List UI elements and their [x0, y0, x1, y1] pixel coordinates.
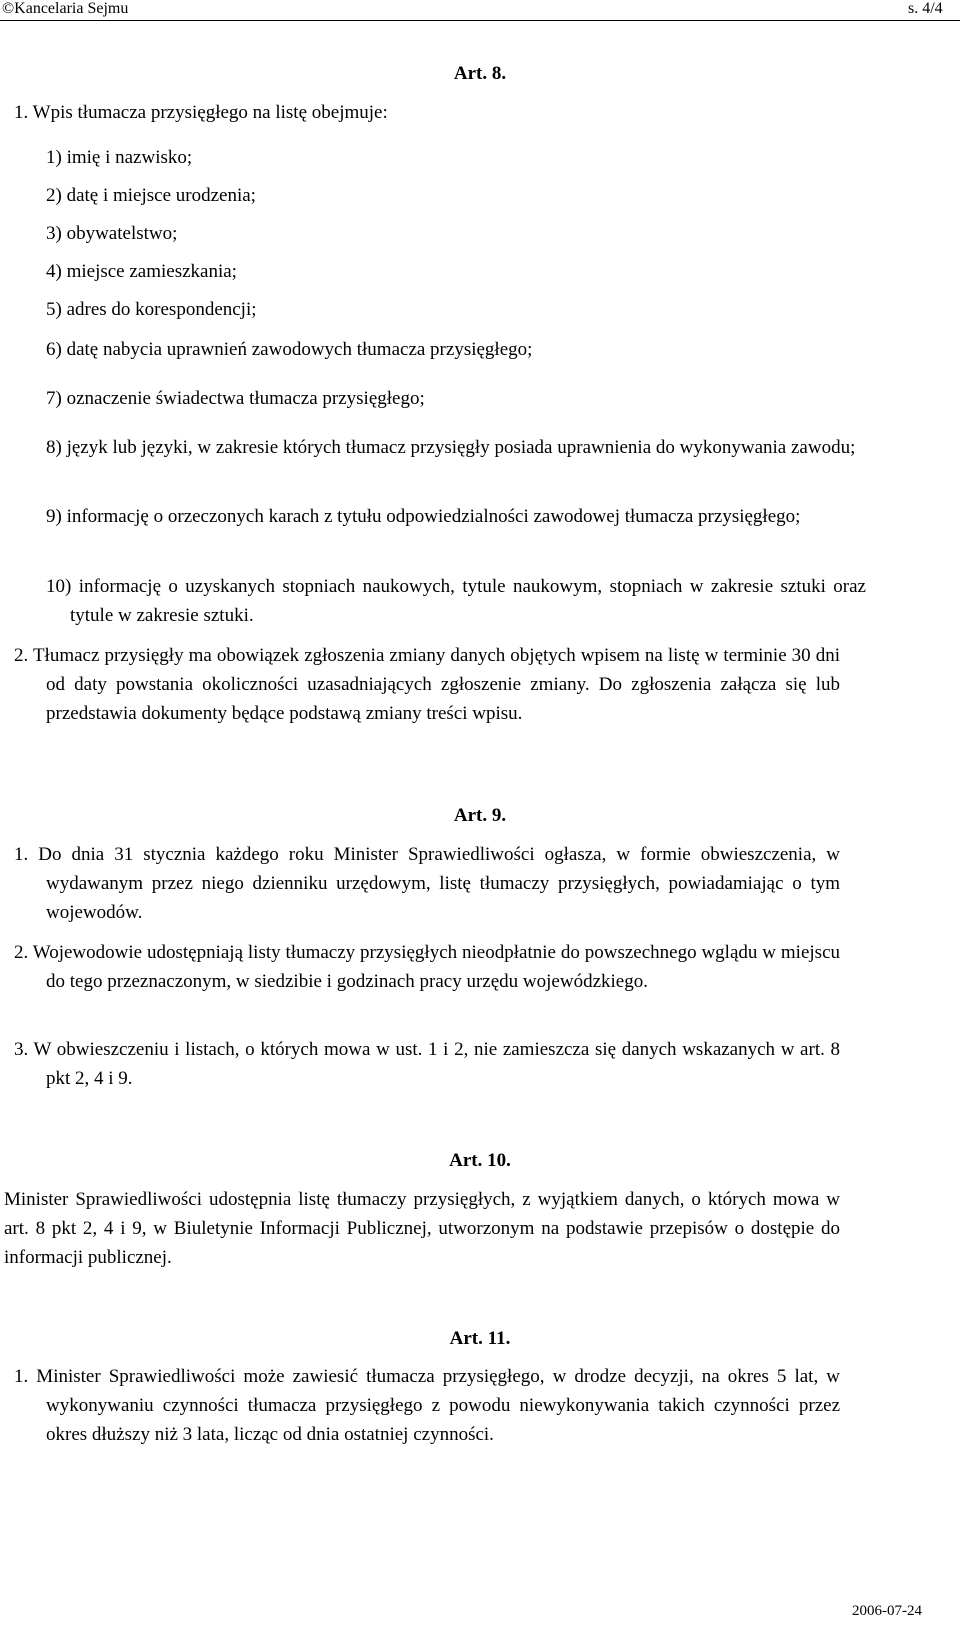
list-item: 3) obywatelstwo; — [46, 223, 178, 244]
art-8-paragraph-1 — [14, 98, 854, 127]
art-8-paragraph-2: 2. Tłumacz przysięgły ma obowiązek zgłoszenia zmiany danych objętych wpisem na listę w terminie 30 dni od daty powstania okoliczności uzasadniających zgłoszenie zmiany. Do zgłoszenia załącza się lub przedstawia dokumenty będące podstawą zmiany treści wpisu. — [14, 645, 840, 724]
list-item: 5) adres do korespondencji; — [46, 299, 257, 320]
list-item: 8) język lub języki, w zakresie których tłumacz przysięgły posiada uprawnienia do wykonywania zawodu; — [46, 437, 856, 458]
art-9-heading: Art. 9. — [453, 805, 507, 826]
list-item: 10) informację o uzyskanych stopniach naukowych, tytule naukowym, stopniach w zakresie sztuki oraz tytule w zakresie sztuki. — [46, 576, 866, 626]
list-item: 9) informację o orzeczonych karach z tytułu odpowiedzialności zawodowej tłumacza przysięgłego; — [46, 506, 801, 527]
header-divider — [0, 20, 960, 21]
art-9-paragraph-2: 2. Wojewodowie udostępniają listy tłumaczy przysięgłych nieodpłatnie do powszechnego wglądu w miejscu do tego przeznaczonym, w siedzibie i godzinach pracy urzędu wojewódzkiego. — [14, 942, 840, 992]
page-number: s. 4/4 — [908, 0, 943, 17]
art-9-paragraph-3: 3. W obwieszczeniu i listach, o których mowa w ust. 1 i 2, nie zamieszcza się danych wskazanych w art. 8 pkt 2, 4 i 9. — [14, 1039, 840, 1089]
art-9-paragraph-1: 1. Do dnia 31 stycznia każdego roku Minister Sprawiedliwości ogłasza, w formie obwieszczenia, w wydawanym przez niego dzienniku urzędowym, listę tłumaczy przysięgłych, powiadamiając o tym wojewodów. — [14, 844, 840, 923]
art-8-heading: Art. 8. — [453, 63, 507, 84]
list-item: 6) datę nabycia uprawnień zawodowych tłumacza przysięgłego; — [46, 339, 533, 360]
art-11-heading: Art. 11. — [449, 1328, 511, 1349]
list-item: 4) miejsce zamieszkania; — [46, 261, 237, 282]
document-date: 2006-07-24 — [852, 1603, 922, 1619]
list-item: 7) oznaczenie świadectwa tłumacza przysięgłego; — [46, 388, 425, 409]
list-item: 2) datę i miejsce urodzenia; — [46, 185, 256, 206]
list-item: 1) imię i nazwisko; — [46, 147, 193, 168]
page-header-left: ©Kancelaria Sejmu — [2, 0, 129, 17]
art-8-paragraph-1-text: Wpis tłumacza przysięgłego na listę obejmuje: — [32, 102, 388, 123]
art-11-paragraph-1: 1. Minister Sprawiedliwości może zawiesić tłumacza przysięgłego, w drodze decyzji, na okres 5 lat, w wykonywaniu czynności tłumacza przysięgłego z powodu niewykonywania takich czynności przez okres dłuższy niż 3 lata, licząc od dnia ostatniej czynności. — [14, 1366, 840, 1445]
art-10-text: Minister Sprawiedliwości udostępnia listę tłumaczy przysięgłych, z wyjątkiem danych, o których mowa w art. 8 pkt 2, 4 i 9, w Biuletynie Informacji Publicznej, utworzonym na podstawie przepisów o dostępie do informacji publicznej. — [4, 1189, 840, 1268]
art-10-heading: Art. 10. — [449, 1150, 511, 1171]
art-8-paragraph-1-number: 1. — [14, 102, 29, 123]
